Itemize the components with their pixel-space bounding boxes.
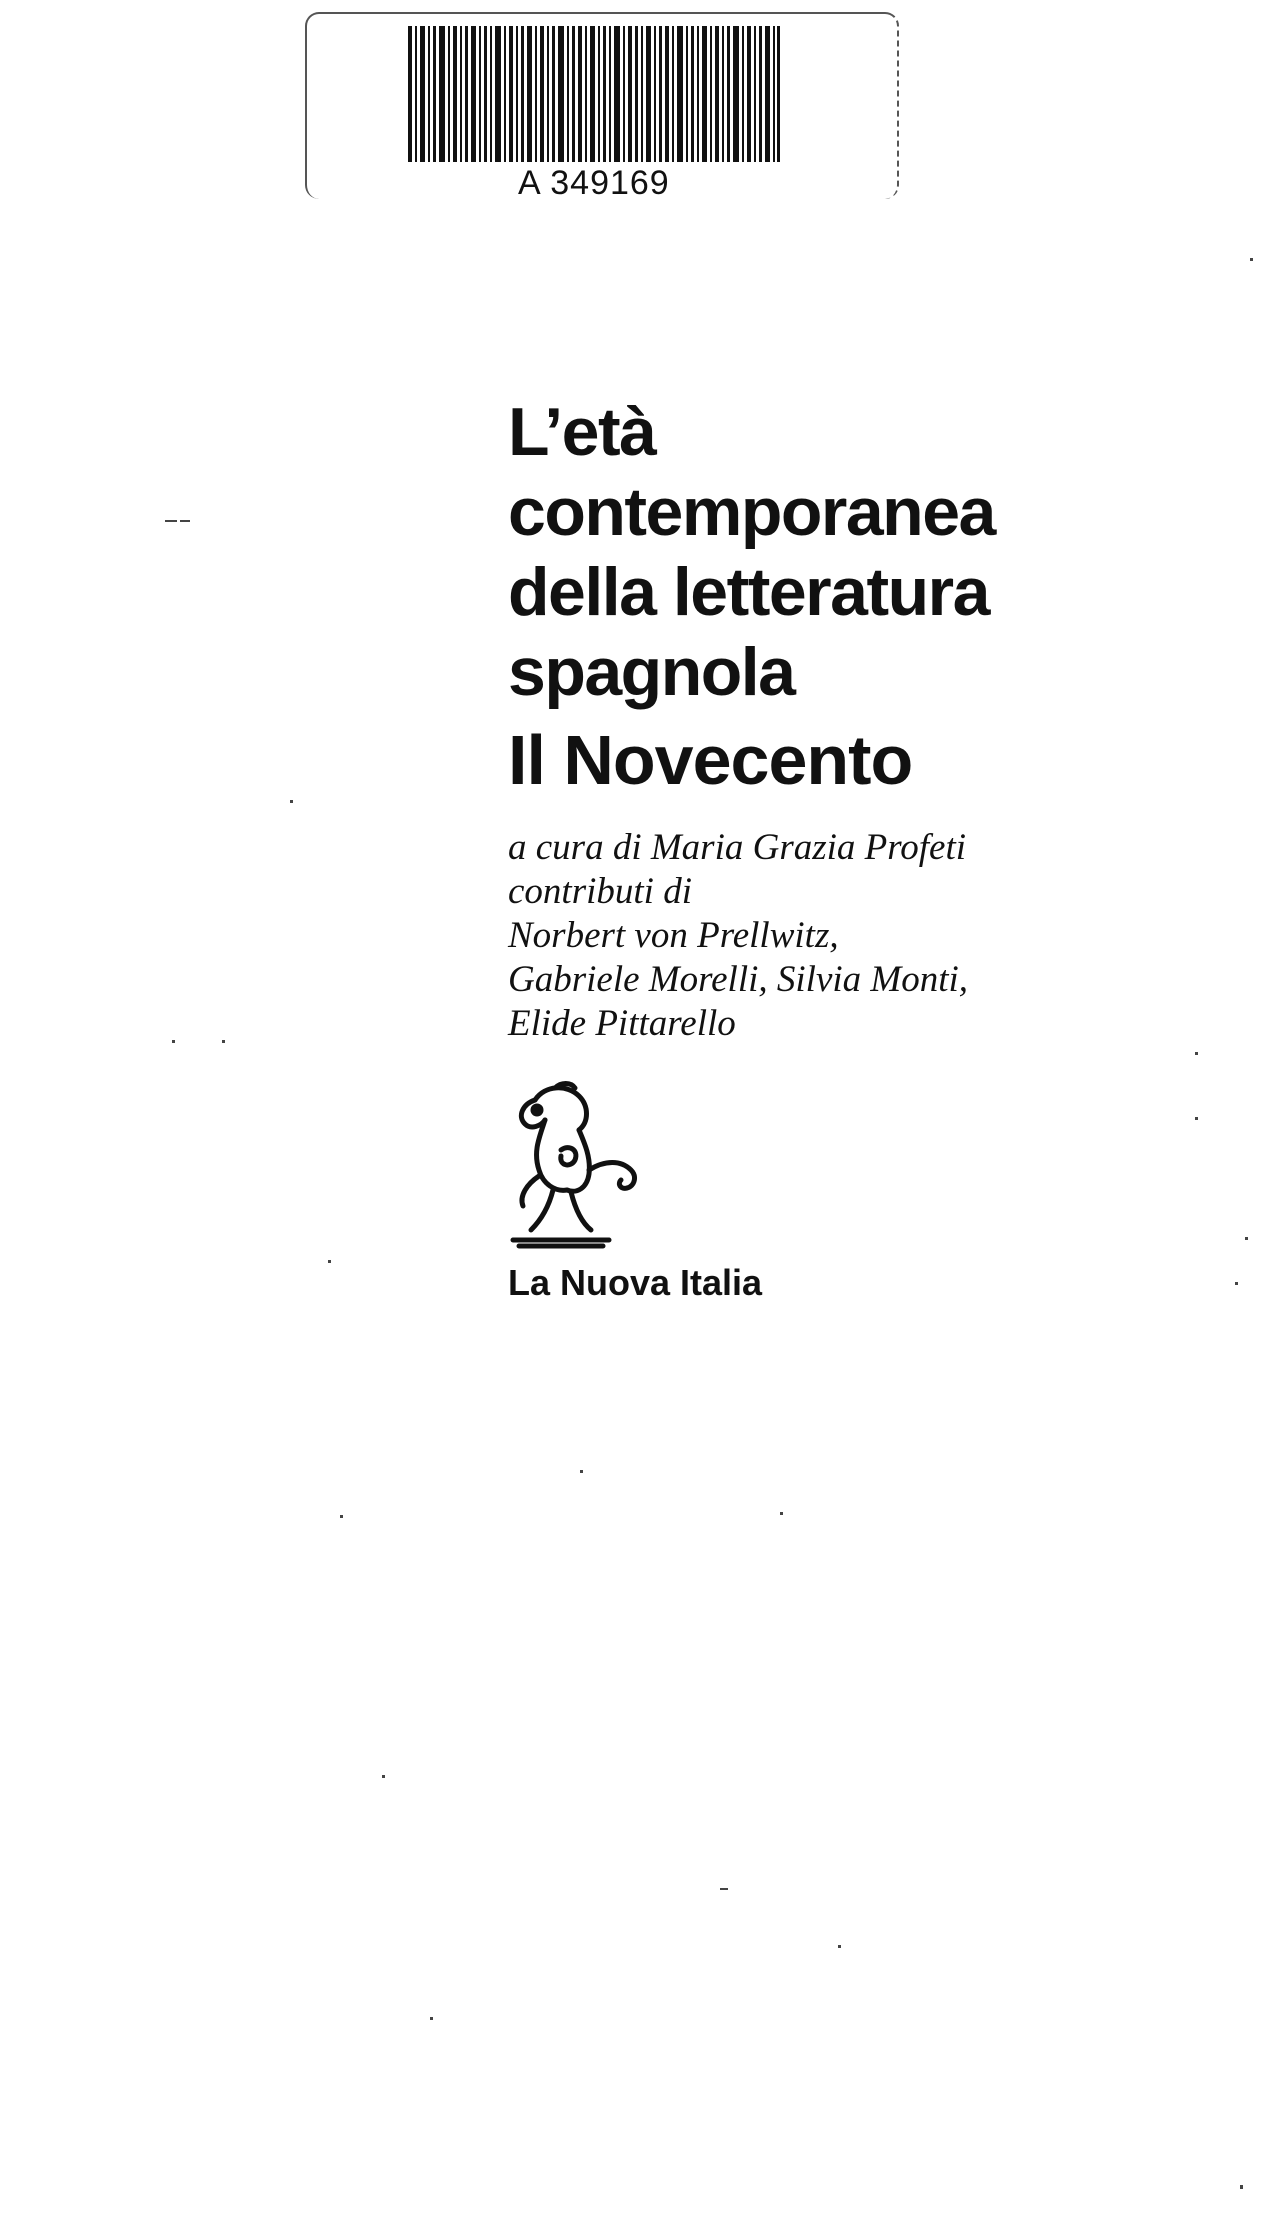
- scan-speck: [838, 1945, 841, 1948]
- scan-speck: [1245, 1237, 1248, 1240]
- scan-speck: [172, 1040, 175, 1043]
- credit-line: a cura di Maria Grazia Profeti: [508, 827, 967, 868]
- publisher-name: La Nuova Italia: [508, 1262, 763, 1303]
- scan-speck: [1250, 258, 1253, 261]
- scan-speck: [1195, 1117, 1198, 1120]
- book-subtitle: Il Novecento: [508, 721, 913, 799]
- scan-speck: [580, 1470, 583, 1473]
- scan-speck: [1195, 1052, 1198, 1055]
- scan-speck: [180, 520, 190, 522]
- scan-speck: [290, 800, 293, 803]
- scan-speck: [222, 1040, 225, 1043]
- horse-publisher-logo-icon: [505, 1080, 645, 1255]
- scan-speck: [430, 2017, 433, 2020]
- credit-line: Gabriele Morelli, Silvia Monti,: [508, 959, 969, 1000]
- scan-speck: [328, 1260, 331, 1263]
- scan-speck: [165, 520, 177, 522]
- barcode-number: A 349169: [518, 164, 670, 202]
- scan-speck: [1235, 1282, 1238, 1285]
- credit-line: contributi di: [508, 871, 692, 912]
- scan-speck: [340, 1515, 343, 1518]
- title-line: L’età: [508, 394, 656, 470]
- scan-speck: [1240, 2185, 1243, 2189]
- title-line: della letteratura: [508, 554, 989, 630]
- barcode-icon: [408, 26, 780, 162]
- scan-speck: [780, 1512, 783, 1515]
- credit-line: Norbert von Prellwitz,: [508, 915, 839, 956]
- credits: [508, 826, 968, 1046]
- book-title: [508, 392, 995, 712]
- scan-speck: [720, 1888, 728, 1890]
- scan-speck: [382, 1775, 385, 1778]
- title-line: contemporanea: [508, 474, 995, 550]
- credit-line: Elide Pittarello: [508, 1003, 736, 1044]
- title-line: spagnola: [508, 634, 795, 710]
